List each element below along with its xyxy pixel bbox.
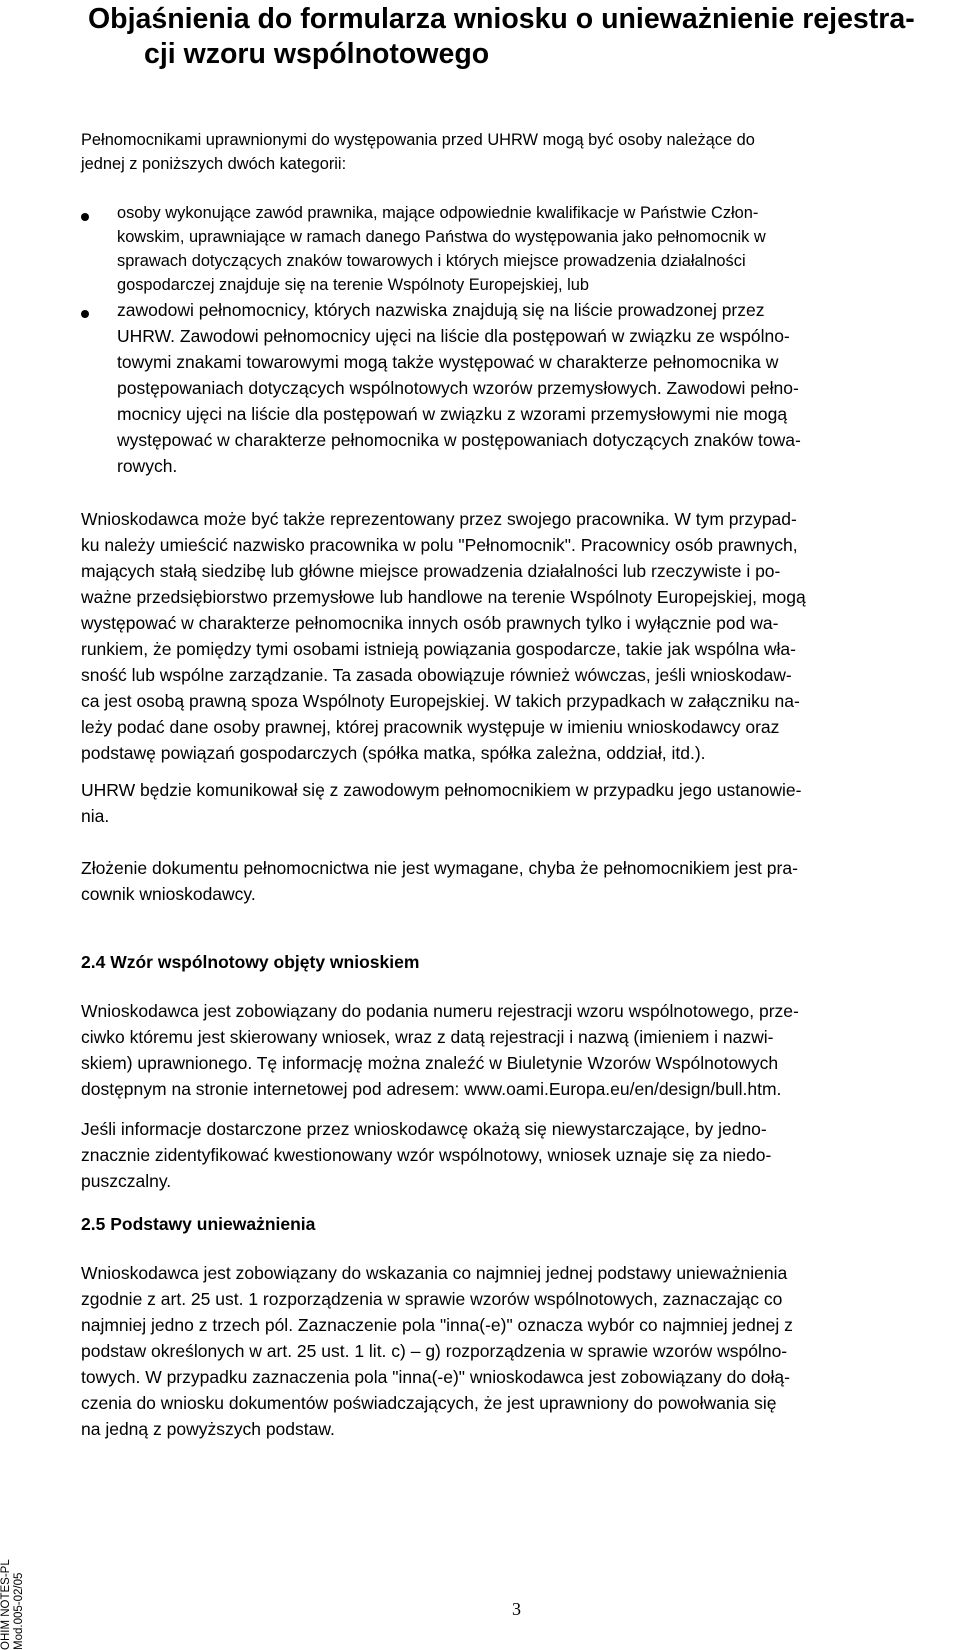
text-line: runkiem, że pomiędzy tymi osobami istnieją powiązania gospodarcze, takie jak wspólna wła- (81, 639, 796, 659)
page-title (88, 2, 928, 72)
authorization-paragraph (81, 855, 929, 907)
text-line: występować w charakterze pełnomocnika w postępowaniach dotyczących znaków towa- (117, 430, 801, 450)
bullet-text (117, 201, 929, 297)
text-line: towymi znakami towarowymi mogą także występować w charakterze pełnomocnika w (117, 352, 779, 372)
bullet-icon (81, 213, 89, 221)
text-line: Wnioskodawca może być także reprezentowany przez swojego pracownika. W tym przypad- (81, 509, 797, 529)
text-line: Pełnomocnikami uprawnionymi do występowania przed UHRW mogą być osoby należące do (81, 131, 755, 149)
text-line: postępowaniach dotyczących wspólnotowych wzorów przemysłowych. Zawodowi pełno- (117, 378, 799, 398)
text-line: na jedną z powyższych podstaw. (81, 1419, 335, 1439)
text-line: zawodowi pełnomocnicy, których nazwiska znajdują się na liście prowadzonej przez (117, 300, 765, 320)
text-line: towych. W przypadku zaznaczenia pola "inna(-e)" wnioskodawca jest zobowiązany do dołą- (81, 1367, 790, 1387)
section-heading-2-5 (81, 1212, 315, 1236)
section-number: 2.5 (81, 1214, 106, 1234)
bullet-icon (81, 310, 89, 318)
section-2-4-paragraph-1 (81, 998, 929, 1102)
text-line: ciwko któremu jest skierowany wniosek, wraz z datą rejestracji i nazwą (imieniem i nazwi- (81, 1027, 774, 1047)
text-line: osoby wykonujące zawód prawnika, mające odpowiednie kwalifikacje w Państwie Człon- (117, 204, 759, 222)
text-line: sność lub wspólne zarządzanie. Ta zasada obowiązuje również wówczas, jeśli wnioskodaw- (81, 665, 792, 685)
text-line: rowych. (117, 456, 178, 476)
text-line: najmniej jedno z trzech pól. Zaznaczenie pola "inna(-e)" oznacza wybór co najmniej jednej z (81, 1315, 793, 1335)
section-2-5-paragraph (81, 1260, 929, 1442)
section-2-4-paragraph-2 (81, 1116, 929, 1194)
text-line: występować w charakterze pełnomocnika innych osób prawnych tylko i wyłącznie pod wa- (81, 613, 779, 633)
text-line: Jeśli informacje dostarczone przez wnioskodawcę okażą się niewystarczające, by jedno- (81, 1119, 767, 1139)
text-line: zgodnie z art. 25 ust. 1 rozporządzenia w sprawie wzorów wspólnotowych, zaznaczając co (81, 1289, 783, 1309)
text-line: znacznie zidentyfikować kwestionowany wzór wspólnotowy, wniosek uznaje się za niedo- (81, 1145, 772, 1165)
text-line: mocnicy ujęci na liście dla postępowań w związku z wzorami przemysłowymi nie mogą (117, 404, 788, 424)
form-code-line: Mod.005-02/05 (13, 1572, 25, 1650)
section-heading-2-4 (81, 950, 419, 974)
text-line: ku należy umieścić nazwisko pracownika w polu "Pełnomocnik". Pracownicy osób prawnych, (81, 535, 798, 555)
text-line: jednej z poniższych dwóch kategorii: (81, 155, 347, 173)
text-line: mających stałą siedzibę lub główne miejsce prowadzenia działalności lub rzeczywiste i po- (81, 561, 781, 581)
text-line: Złożenie dokumentu pełnomocnictwa nie jest wymagane, chyba że pełnomocnikiem jest pra- (81, 858, 798, 878)
text-line: czenia do wniosku dokumentów poświadczających, że jest uprawniony do powołwania się (81, 1393, 777, 1413)
page-number: 3 (512, 1599, 521, 1619)
text-line: ca jest osobą prawną spoza Wspólnoty Europejskiej. W takich przypadkach w załączniku na- (81, 691, 800, 711)
bullet-text (117, 297, 929, 479)
text-line: Wnioskodawca jest zobowiązany do wskazania co najmniej jednej podstawy unieważnienia (81, 1263, 788, 1283)
text-line: leży podać dane osoby prawnej, której pracownik występuje w imieniu wnioskodawcy oraz (81, 717, 780, 737)
text-line: UHRW będzie komunikował się z zawodowym pełnomocnikiem w przypadku jego ustanowie- (81, 780, 802, 800)
section-number: 2.4 (81, 952, 106, 972)
text-line: kowskim, uprawniające w ramach danego Państwa do występowania jako pełnomocnik w (117, 228, 766, 246)
title-line: Objaśnienia do formularza wniosku o unieważnienie rejestra- (88, 3, 915, 35)
intro-paragraph (81, 128, 929, 176)
text-line: gospodarczej znajduje się na terenie Wspólnoty Europejskiej, lub (117, 276, 589, 294)
text-line: cownik wnioskodawcy. (81, 884, 256, 904)
section-title: Wzór wspólnotowy objęty wnioskiem (110, 952, 420, 972)
text-line: nia. (81, 806, 110, 826)
text-line: Wnioskodawca jest zobowiązany do podania numeru rejestracji wzoru wspólnotowego, prze- (81, 1001, 799, 1021)
text-line: sprawach dotyczących znaków towarowych i których miejsce prowadzenia działalności (117, 252, 746, 270)
text-line: puszczalny. (81, 1171, 172, 1191)
text-line: UHRW. Zawodowi pełnomocnicy ujęci na liście dla postępowań w związku ze wspólno- (117, 326, 790, 346)
communication-paragraph (81, 777, 929, 829)
text-line: dostępnym na stronie internetowej pod adresem: www.oami.Europa.eu/en/design/bull.htm. (81, 1079, 782, 1099)
text-line: skiem) uprawnionego. Tę informację można znaleźć w Biuletynie Wzorów Wspólnotowych (81, 1053, 779, 1073)
form-code-sidebar (0, 1520, 25, 1650)
form-code-line: OHIM NOTES-PL (0, 1559, 12, 1650)
title-line: cji wzoru wspólnotowego (144, 38, 490, 70)
text-line: podstaw określonych w art. 25 ust. 1 lit. c) – g) rozporządzenia w sprawie wzorów wspólno- (81, 1341, 788, 1361)
employee-paragraph (81, 506, 929, 766)
text-line: ważne przedsiębiorstwo przemysłowe lub handlowe na terenie Wspólnoty Europejskiej, mogą (81, 587, 806, 607)
text-line: podstawę powiązań gospodarczych (spółka matka, spółka zależna, oddział, itd.). (81, 743, 706, 763)
section-title: Podstawy unieważnienia (110, 1214, 316, 1234)
